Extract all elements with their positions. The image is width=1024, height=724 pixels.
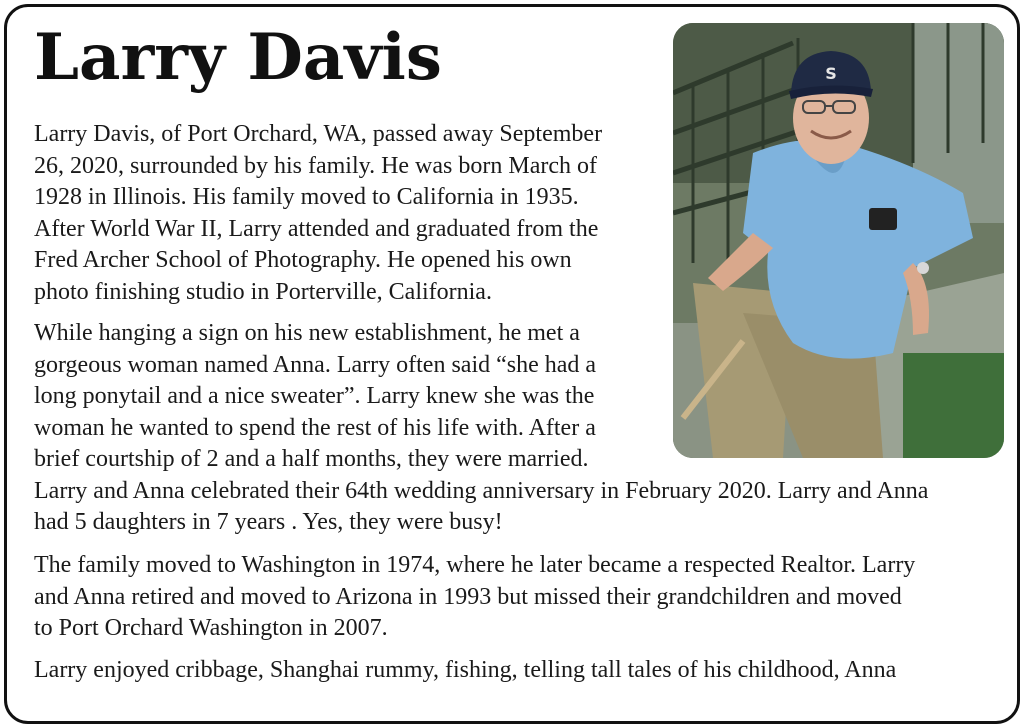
text-line: While hanging a sign on his new establishment, he met a: [34, 320, 580, 346]
text-line: Larry enjoyed cribbage, Shanghai rummy, fishing, telling tall tales of his childhood, Anna: [34, 657, 897, 683]
text-line: and Anna retired and moved to Arizona in 1993 but missed their grandchildren and moved: [34, 583, 902, 610]
text-line: long ponytail and a nice sweater”. Larry knew she was the: [34, 383, 595, 409]
text-line: had 5 daughters in 7 years . Yes, they were busy!: [34, 509, 503, 535]
paragraph-biography: [34, 119, 602, 308]
paragraph-marriage: [34, 318, 928, 539]
text-line: brief courtship of 2 and a half months, they were married.: [34, 446, 589, 472]
headline: Larry Davis: [34, 20, 442, 95]
text-line: gorgeous woman named Anna. Larry often said “she had a: [34, 351, 597, 378]
cap-logo: S: [825, 64, 837, 83]
text-line: After World War II, Larry attended and graduated from the: [34, 215, 599, 242]
text-line: woman he wanted to spend the rest of his life with. After a: [34, 414, 596, 441]
text-line: Larry and Anna celebrated their 64th wedding anniversary in February 2020. Larry and Anna: [34, 477, 929, 504]
text-line: 26, 2020, surrounded by his family. He was born March of: [34, 152, 598, 179]
text-line: Fred Archer School of Photography. He opened his own: [34, 247, 572, 273]
obituary-notice: [4, 4, 1020, 724]
paragraph-relocation: [34, 550, 915, 645]
text-line: The family moved to Washington in 1974, where he later became a respected Realtor. Larry: [34, 552, 916, 578]
text-line: to Port Orchard Washington in 2007.: [34, 615, 388, 641]
text-line: 1928 in Illinois. His family moved to California in 1935.: [34, 184, 579, 210]
text-line: Larry Davis, of Port Orchard, WA, passed away September: [34, 121, 603, 147]
text-line: photo finishing studio in Porterville, California.: [34, 278, 492, 305]
